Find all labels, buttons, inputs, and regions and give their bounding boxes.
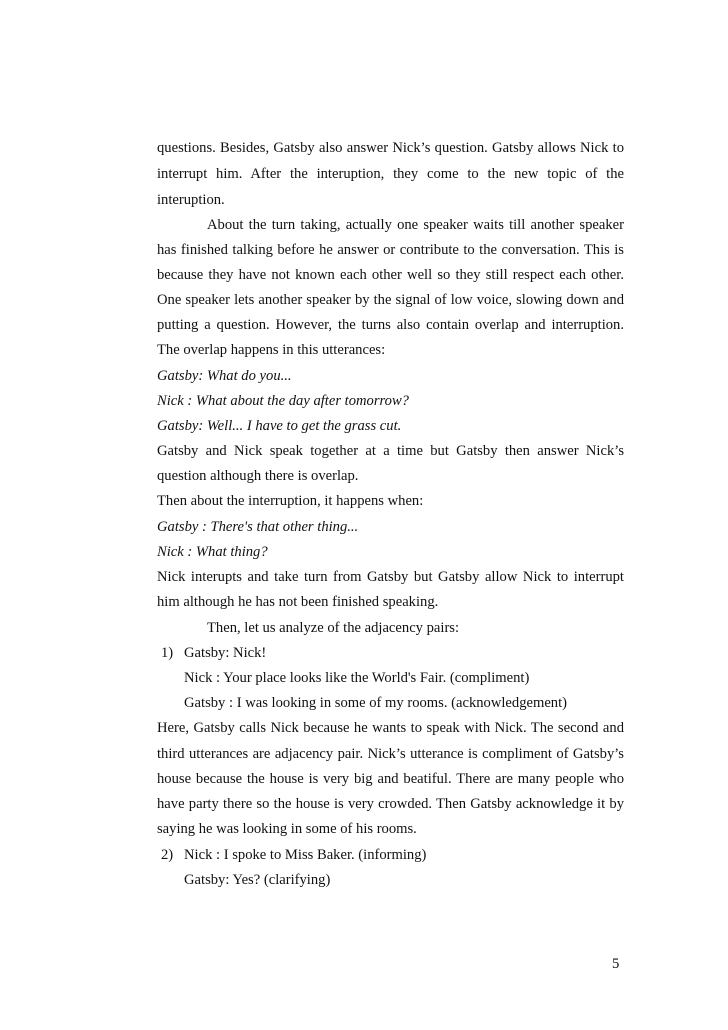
page-number: 5 (612, 956, 620, 972)
list-item-line: Gatsby: Yes? (clarifying) (184, 872, 331, 888)
text-line: saying he was looking in some of his rooms. (157, 821, 417, 837)
list-item-line: Nick : I spoke to Miss Baker. (informing) (184, 847, 427, 863)
text-line: Gatsby and Nick speak together at a time but Gatsby then answer Nick’s (157, 443, 624, 459)
dialogue-line: Nick : What thing? (157, 544, 268, 560)
text-line: questions. Besides, Gatsby also answer Nick’s question. Gatsby allows Nick to (157, 140, 624, 156)
text-line: because they have not known each other well so they still respect each other. (157, 267, 624, 283)
dialogue-line: Nick : What about the day after tomorrow? (157, 393, 409, 409)
list-item-line: Nick : Your place looks like the World's Fair. (compliment) (184, 670, 530, 686)
dialogue-line: Gatsby : There's that other thing... (157, 519, 359, 535)
text-line: Then about the interruption, it happens when: (157, 493, 424, 509)
text-line: Nick interupts and take turn from Gatsby but Gatsby allow Nick to interrupt (157, 569, 624, 585)
text-line: have party there so the house is very crowded. Then Gatsby acknowledge it by (157, 796, 624, 812)
list-item-line: Gatsby: Nick! (184, 645, 267, 661)
list-item-line: Gatsby : I was looking in some of my rooms. (acknowledgement) (184, 695, 568, 711)
text-line: About the turn taking, actually one speaker waits till another speaker (207, 217, 624, 233)
list-number: 2) (161, 847, 174, 863)
text-line: has finished talking before he answer or contribute to the conversation. This is (157, 242, 624, 258)
text-line: The overlap happens in this utterances: (157, 342, 386, 358)
text-line: putting a question. However, the turns also contain overlap and interruption. (157, 317, 624, 333)
text-line: interuption. (157, 192, 225, 208)
text-line: interrupt him. After the interuption, they come to the new topic of the (157, 166, 624, 182)
dialogue-line: Gatsby: What do you... (157, 368, 292, 384)
text-line: question although there is overlap. (157, 468, 359, 484)
text-line: third utterances are adjacency pair. Nick’s utterance is compliment of Gatsby’s (157, 746, 624, 762)
text-line: house because the house is very big and beatiful. There are many people who (157, 771, 624, 787)
list-number: 1) (161, 645, 174, 661)
text-line: him although he has not been finished speaking. (157, 594, 439, 610)
text-line: Then, let us analyze of the adjacency pairs: (207, 620, 460, 636)
dialogue-line: Gatsby: Well... I have to get the grass cut. (157, 418, 402, 434)
text-line: One speaker lets another speaker by the signal of low voice, slowing down and (157, 292, 624, 308)
text-line: Here, Gatsby calls Nick because he wants to speak with Nick. The second and (157, 720, 624, 736)
